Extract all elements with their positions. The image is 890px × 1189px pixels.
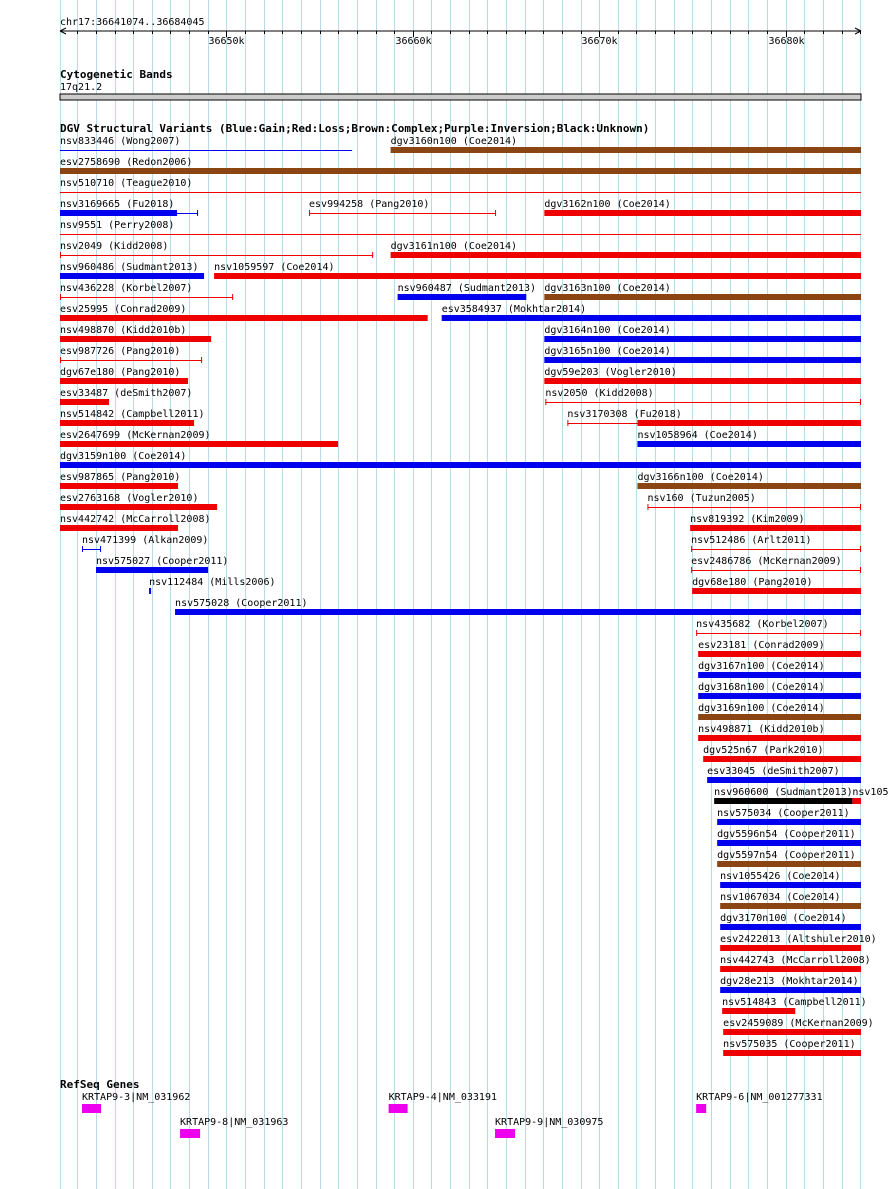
variant-label: esv2486786 (McKernan2009) [691, 556, 842, 567]
gene-label: KRTAP9-6|NM_001277331 [696, 1092, 823, 1103]
variant-bar [149, 588, 151, 594]
variant-bar [720, 945, 861, 951]
variant-label: dgv3170n100 (Coe2014) [720, 913, 847, 924]
variant-feature[interactable] [690, 514, 861, 531]
variant-label: esv2647699 (McKernan2009) [60, 430, 211, 441]
variant-label: nsv960487 (Sudmant2013) [397, 283, 537, 294]
variant-label: nsv575035 (Cooper2011) [723, 1039, 856, 1050]
variant-bar [698, 651, 861, 657]
variant-label: nsv3170308 (Fu2018) [567, 409, 682, 420]
variant-feature[interactable] [544, 283, 861, 300]
variant-feature[interactable] [60, 472, 180, 489]
variant-track [60, 122, 888, 1056]
gene-track [60, 1078, 823, 1138]
variant-bar [60, 420, 194, 426]
variant-feature[interactable] [720, 955, 871, 972]
variant-bar [60, 273, 204, 279]
variant-label: nsv435682 (Korbel2007) [696, 619, 829, 630]
variant-feature[interactable] [698, 640, 861, 657]
variant-feature[interactable] [60, 409, 205, 426]
variant-bar [698, 714, 861, 720]
variant-feature[interactable] [720, 976, 861, 993]
gene-label: KRTAP9-8|NM_031963 [180, 1117, 289, 1128]
variant-bar [720, 987, 861, 993]
gene-label: KRTAP9-3|NM_031962 [82, 1092, 191, 1103]
variant-feature[interactable] [722, 997, 867, 1014]
variant-label: esv2459089 (McKernan2009) [723, 1018, 874, 1029]
gene-feature[interactable] [696, 1092, 822, 1113]
variant-label: dgv3168n100 (Coe2014) [698, 682, 825, 693]
variant-bar [175, 609, 861, 615]
ruler-tick-label: 36670k [581, 36, 618, 47]
variant-label: esv987726 (Pang2010) [60, 346, 181, 357]
variant-feature[interactable] [398, 283, 536, 300]
variant-bar [717, 861, 861, 867]
variant-bar [722, 1008, 795, 1014]
variant-feature[interactable] [720, 913, 861, 930]
variant-bar [544, 378, 861, 384]
variant-feature[interactable] [544, 346, 861, 363]
variant-bar [720, 924, 861, 930]
gene-exon [696, 1104, 706, 1113]
variant-label: esv23181 (Conrad2009) [698, 640, 825, 651]
variant-feature[interactable] [60, 451, 861, 468]
variant-label: esv2758690 (Redon2006) [60, 157, 193, 168]
variant-label: dgv3169n100 (Coe2014) [698, 703, 825, 714]
variant-label: nsv514843 (Campbell2011) [722, 997, 867, 1008]
variant-bar [723, 1029, 861, 1035]
variant-feature[interactable] [720, 871, 861, 888]
variant-label: nsv960486 (Sudmant2013) [60, 262, 199, 273]
variant-track-title: DGV Structural Variants (Blue:Gain;Red:Loss;Brown:Complex;Purple:Inversion;Black:Unknown) [60, 122, 650, 135]
variant-feature[interactable] [696, 619, 861, 636]
variant-label: nsv960600 (Sudmant2013) [714, 787, 853, 798]
variant-bar [544, 294, 861, 300]
cytoband-label: 17q21.2 [60, 82, 103, 93]
variant-label: nsv1055426 (Coe2014) [720, 871, 841, 882]
variant-label: nsv436228 (Korbel2007) [60, 283, 193, 294]
variant-label: nsv512486 (Arlt2011) [691, 535, 812, 546]
variant-bar [544, 357, 861, 363]
cytoband-track [60, 68, 861, 100]
variant-bar [214, 273, 861, 279]
variant-bar [60, 378, 188, 384]
variant-bar [96, 567, 208, 573]
variant-label: nsv575028 (Cooper2011) [175, 598, 308, 609]
variant-label: nsv1058964 (Coe2014) [637, 430, 758, 441]
ruler-tick-label: 36660k [395, 36, 432, 47]
variant-label: nsv498870 (Kidd2010b) [60, 325, 187, 336]
variant-feature[interactable] [60, 388, 192, 405]
cytoband-track-title: Cytogenetic Bands [60, 68, 173, 81]
variant-feature[interactable] [698, 724, 861, 741]
gene-feature[interactable] [82, 1092, 190, 1113]
variant-feature[interactable] [545, 388, 861, 405]
variant-bar [637, 483, 861, 489]
variant-feature[interactable] [637, 472, 861, 489]
variant-label: esv3584937 (Mokhtar2014) [441, 304, 587, 315]
variant-feature[interactable] [707, 766, 861, 783]
variant-feature[interactable] [544, 325, 861, 342]
variant-feature[interactable] [60, 199, 198, 216]
variant-label: nsv2049 (Kidd2008) [60, 241, 169, 252]
variant-feature[interactable] [567, 409, 861, 426]
variant-core [60, 210, 177, 216]
variant-feature[interactable] [703, 745, 861, 762]
variant-bar [714, 798, 852, 804]
variant-label: dgv68e180 (Pang2010) [692, 577, 813, 588]
variant-feature[interactable] [60, 430, 338, 447]
variant-feature[interactable] [714, 787, 852, 804]
variant-feature[interactable] [647, 493, 861, 510]
variant-label: nsv2050 (Kidd2008) [545, 388, 654, 399]
gene-label: KRTAP9-4|NM_033191 [388, 1092, 497, 1103]
gene-track-title: RefSeq Genes [60, 1078, 140, 1091]
gene-exon [495, 1129, 515, 1138]
variant-bar [637, 441, 861, 447]
variant-label: nsv575027 (Cooper2011) [96, 556, 229, 567]
location-label: chr17:36641074..36684045 [60, 17, 205, 28]
variant-label: dgv59e203 (Vogler2010) [544, 367, 677, 378]
variant-feature[interactable] [60, 262, 204, 279]
variant-label: dgv3166n100 (Coe2014) [637, 472, 764, 483]
variant-bar [60, 525, 178, 531]
variant-feature[interactable] [60, 157, 861, 174]
variant-feature[interactable] [717, 850, 861, 867]
variant-feature[interactable] [60, 304, 428, 321]
gene-exon [82, 1104, 101, 1113]
variant-feature[interactable] [60, 136, 352, 151]
gene-feature[interactable] [495, 1117, 603, 1138]
variant-feature[interactable] [60, 514, 211, 531]
variant-label: esv33045 (deSmith2007) [707, 766, 840, 777]
variant-feature[interactable] [720, 892, 861, 909]
variant-bar [717, 840, 861, 846]
variant-label: esv987865 (Pang2010) [60, 472, 181, 483]
variant-label: nsv1059597 (Coe2014) [214, 262, 335, 273]
variant-bar [723, 1050, 861, 1056]
gene-label: KRTAP9-9|NM_030975 [495, 1117, 604, 1128]
variant-feature[interactable] [60, 178, 861, 193]
variant-label: dgv3164n100 (Coe2014) [544, 325, 671, 336]
variant-feature[interactable] [149, 577, 275, 594]
variant-bar [720, 903, 861, 909]
variant-label: nsv471399 (Alkan2009) [82, 535, 209, 546]
variant-bar [720, 882, 861, 888]
variant-label: nsv442743 (McCarroll2008) [720, 955, 871, 966]
variant-bar [544, 210, 861, 216]
variant-label: dgv525n67 (Park2010) [703, 745, 824, 756]
variant-feature[interactable] [544, 367, 861, 384]
variant-bar [544, 336, 861, 342]
variant-bar [690, 525, 861, 531]
variant-bar [398, 294, 527, 300]
variant-label: dgv3160n100 (Coe2014) [390, 136, 518, 147]
gene-exon [389, 1104, 408, 1113]
variant-bar [60, 399, 109, 405]
variant-label: dgv3159n100 (Coe2014) [60, 451, 187, 462]
variant-bar [391, 147, 861, 153]
variant-bar [692, 588, 861, 594]
variant-bar [852, 798, 861, 804]
variant-feature[interactable] [691, 535, 861, 552]
variant-label: nsv833446 (Wong2007) [60, 136, 181, 147]
variant-feature[interactable] [60, 493, 217, 510]
variant-label: nsv105 [852, 787, 889, 798]
variant-label: dgv28e213 (Mokhtar2014) [720, 976, 859, 987]
ruler-tick-label: 36650k [208, 36, 245, 47]
variant-label: nsv498871 (Kidd2010b) [698, 724, 825, 735]
variant-feature[interactable] [60, 241, 373, 258]
gene-feature[interactable] [180, 1117, 288, 1138]
cytoband-bar[interactable] [60, 94, 861, 100]
variant-label: esv2763168 (Vogler2010) [60, 493, 199, 504]
variant-bar [60, 462, 861, 468]
variant-feature[interactable] [717, 808, 861, 825]
variant-label: nsv514842 (Campbell2011) [60, 409, 205, 420]
variant-feature[interactable] [442, 304, 861, 321]
variant-bar [442, 315, 861, 321]
variant-feature[interactable] [720, 934, 877, 951]
variant-feature[interactable] [214, 262, 861, 279]
variant-label: dgv3167n100 (Coe2014) [698, 661, 825, 672]
variant-feature[interactable] [60, 346, 202, 363]
variant-bar [60, 336, 211, 342]
variant-label: dgv5596n54 (Cooper2011) [717, 829, 856, 840]
variant-bar [698, 693, 861, 699]
variant-label: nsv819392 (Kim2009) [690, 514, 805, 525]
variant-bar [60, 441, 338, 447]
variant-core [637, 420, 861, 426]
variant-feature[interactable] [723, 1039, 861, 1056]
variant-feature[interactable] [60, 367, 188, 384]
variant-feature[interactable] [717, 829, 861, 846]
variant-label: esv994258 (Pang2010) [309, 199, 430, 210]
ruler-tick-label: 36680k [768, 36, 805, 47]
variant-bar [698, 672, 861, 678]
gene-exon [180, 1129, 200, 1138]
variant-bar [60, 483, 178, 489]
variant-label: dgv3161n100 (Coe2014) [390, 241, 518, 252]
variant-bar [707, 777, 861, 783]
variant-feature[interactable] [692, 577, 861, 594]
variant-label: nsv9551 (Perry2008) [60, 220, 175, 231]
variant-label: nsv442742 (McCarroll2008) [60, 514, 211, 525]
variant-feature[interactable] [698, 661, 861, 678]
variant-bar [720, 966, 861, 972]
variant-feature[interactable] [723, 1018, 874, 1035]
variant-bar [60, 168, 861, 174]
variant-label: dgv3163n100 (Coe2014) [544, 283, 671, 294]
variant-label: nsv1067034 (Coe2014) [720, 892, 841, 903]
variant-label: nsv160 (Tuzun2005) [647, 493, 756, 504]
variant-label: nsv510710 (Teague2010) [60, 178, 193, 189]
variant-label: nsv575034 (Cooper2011) [717, 808, 850, 819]
variant-bar [60, 315, 428, 321]
ruler[interactable] [60, 17, 861, 47]
variant-bar [703, 756, 861, 762]
variant-label: dgv3162n100 (Coe2014) [544, 199, 671, 210]
variant-label: nsv112484 (Mills2006) [149, 577, 276, 588]
variant-label: nsv3169665 (Fu2018) [60, 199, 175, 210]
variant-bar [698, 735, 861, 741]
variant-label: esv25995 (Conrad2009) [60, 304, 187, 315]
variant-feature[interactable] [60, 283, 233, 300]
variant-features [60, 136, 888, 1056]
variant-feature[interactable] [309, 199, 496, 216]
variant-label: esv33487 (deSmith2007) [60, 388, 193, 399]
variant-feature[interactable] [60, 220, 861, 235]
variant-bar [60, 504, 217, 510]
variant-feature[interactable] [175, 598, 861, 615]
variant-label: esv2422013 (Altshuler2010) [720, 934, 877, 945]
variant-label: dgv3165n100 (Coe2014) [544, 346, 671, 357]
variant-bar [717, 819, 861, 825]
variant-feature[interactable] [691, 556, 861, 573]
variant-feature[interactable] [544, 199, 861, 216]
variant-feature[interactable] [60, 325, 211, 342]
variant-bar [391, 252, 861, 258]
variant-feature[interactable] [391, 136, 861, 153]
variant-feature[interactable] [637, 430, 861, 447]
variant-label: dgv67e180 (Pang2010) [60, 367, 181, 378]
variant-feature[interactable] [391, 241, 861, 258]
variant-label: dgv5597n54 (Cooper2011) [717, 850, 856, 861]
gene-feature[interactable] [389, 1092, 497, 1113]
variant-feature[interactable] [852, 787, 888, 804]
variant-feature[interactable] [698, 703, 861, 720]
variant-feature[interactable] [698, 682, 861, 699]
